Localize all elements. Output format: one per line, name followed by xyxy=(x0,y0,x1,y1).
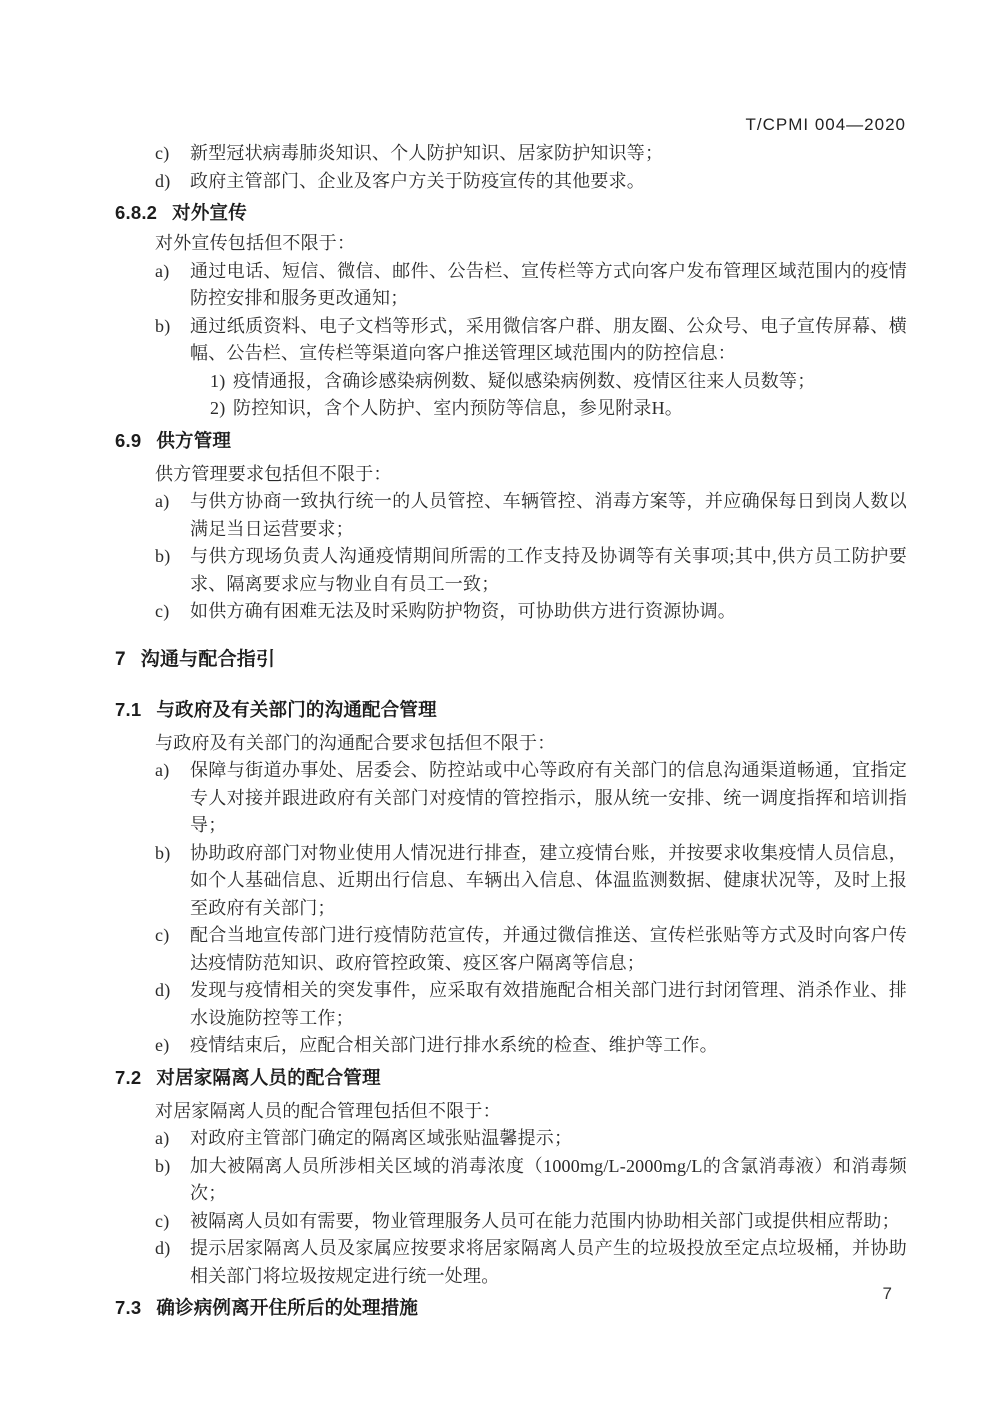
list-item-label: d) xyxy=(155,170,171,191)
list-item-label: b) xyxy=(155,842,171,863)
list-item-text: 与供方现场负责人沟通疫情期间所需的工作支持及协调等有关事项;其中,供方员工防护要求、隔离要求应与物业自有员工一致； xyxy=(190,546,907,594)
list-item xyxy=(115,1153,907,1208)
section-number: 6.9 xyxy=(115,429,142,451)
list-item xyxy=(115,598,907,626)
list-item-label: b) xyxy=(155,1155,171,1176)
list-item-label: b) xyxy=(155,546,171,566)
section-title: 供方管理 xyxy=(156,429,232,451)
list-item-label: d) xyxy=(155,1238,171,1258)
list-item xyxy=(115,1208,907,1236)
list-item xyxy=(115,840,907,923)
list-item-label: b) xyxy=(155,315,171,336)
list-item xyxy=(115,757,907,840)
list-item-text: 疫情结束后，应配合相关部门进行排水系统的检查、维护等工作。 xyxy=(190,1035,718,1055)
list-item-label: 1) xyxy=(210,370,226,391)
section-heading-72 xyxy=(115,1064,907,1092)
section-number: 7.1 xyxy=(115,698,142,720)
list-item-text: 加大被隔离人员所涉相关区域的消毒浓度（1000mg/L-2000mg/L的含氯消毒液）和消毒频次； xyxy=(190,1155,907,1203)
list-item-text: 发现与疫情相关的突发事件，应采取有效措施配合相关部门进行封闭管理、消杀作业、排水设施防控等工作； xyxy=(190,980,907,1028)
section-title: 与政府及有关部门的沟通配合管理 xyxy=(156,698,437,720)
list-item-text: 被隔离人员如有需要，物业管理服务人员可在能力范围内协助相关部门或提供相应帮助； xyxy=(190,1210,900,1231)
list-item xyxy=(115,258,907,313)
list-item xyxy=(115,1032,907,1060)
list-item-text: 疫情通报，含确诊感染病例数、疑似感染病例数、疫情区往来人员数等； xyxy=(233,370,816,391)
list-item-label: d) xyxy=(155,980,171,1000)
list-item-text: 政府主管部门、企业及客户方关于防疫宣传的其他要求。 xyxy=(190,170,645,191)
list-item-label: 2) xyxy=(210,398,226,418)
list-item-label: c) xyxy=(155,601,170,621)
list-item xyxy=(115,977,907,1032)
sub-list-item xyxy=(115,368,907,396)
list-item-text: 提示居家隔离人员及家属应按要求将居家隔离人员产生的垃圾投放至定点垃圾桶，并协助相关部门将垃圾按规定进行统一处理。 xyxy=(190,1238,907,1286)
chapter-title: 沟通与配合指引 xyxy=(140,648,276,670)
list-item xyxy=(115,543,907,598)
list-item-text: 配合当地宣传部门进行疫情防范宣传，并通过微信推送、宣传栏张贴等方式及时向客户传达疫情防范知识、政府管控政策、疫区客户隔离等信息； xyxy=(190,925,907,973)
section-heading-71 xyxy=(115,696,907,724)
list-item xyxy=(115,313,907,368)
document-body xyxy=(115,140,907,1328)
list-item-label: a) xyxy=(155,760,170,780)
list-item xyxy=(115,488,907,543)
chapter-number: 7 xyxy=(115,648,126,670)
list-item-text: 如供方确有困难无法及时采购防护物资，可协助供方进行资源协调。 xyxy=(190,601,736,621)
list-item xyxy=(115,922,907,977)
list-item-label: a) xyxy=(155,260,170,281)
list-item-text: 防控知识，含个人防护、室内预防等信息，参见附录H。 xyxy=(233,398,683,418)
section-heading-73 xyxy=(115,1294,907,1322)
list-item-text: 通过纸质资料、电子文档等形式，采用微信客户群、朋友圈、公众号、电子宣传屏幕、横幅、公告栏、宣传栏等渠道向客户推送管理区域范围内的防控信息： xyxy=(190,315,907,363)
section-intro: 与政府及有关部门的沟通配合要求包括但不限于： xyxy=(155,732,556,753)
section-title: 对居家隔离人员的配合管理 xyxy=(156,1066,381,1088)
list-item-label: c) xyxy=(155,925,170,945)
sub-list-item xyxy=(115,395,907,423)
list-item xyxy=(115,1125,907,1153)
page-number: 7 xyxy=(882,1284,892,1303)
list-item-label: a) xyxy=(155,1128,170,1148)
section-heading-69 xyxy=(115,427,907,455)
list-item xyxy=(115,1235,907,1290)
chapter-heading-7 xyxy=(115,646,907,674)
section-number: 6.8.2 xyxy=(115,202,158,223)
section-title: 确诊病例离开住所后的处理措施 xyxy=(156,1297,419,1318)
section-number: 7.2 xyxy=(115,1066,142,1088)
doc-number-header: T/CPMI 004—2020 xyxy=(745,115,906,134)
section-title: 对外宣传 xyxy=(172,202,247,223)
list-item-text: 与供方协商一致执行统一的人员管控、车辆管控、消毒方案等，并应确保每日到岗人数以满足当日运营要求； xyxy=(190,491,907,539)
section-heading-682 xyxy=(115,199,907,227)
list-item-label: a) xyxy=(155,491,170,511)
list-item-label: c) xyxy=(155,1210,170,1231)
list-item-text: 新型冠状病毒肺炎知识、个人防护知识、居家防护知识等； xyxy=(190,143,664,163)
section-number: 7.3 xyxy=(115,1297,142,1318)
list-item-text: 对政府主管部门确定的隔离区域张贴温馨提示； xyxy=(190,1128,573,1148)
section-intro: 对居家隔离人员的配合管理包括但不限于： xyxy=(155,1100,501,1121)
list-item xyxy=(115,140,907,168)
list-item xyxy=(115,168,907,196)
list-item-text: 通过电话、短信、微信、邮件、公告栏、宣传栏等方式向客户发布管理区域范围内的疫情防控安排和服务更改通知； xyxy=(190,260,907,308)
list-item-label: e) xyxy=(155,1035,170,1055)
list-item-text: 协助政府部门对物业使用人情况进行排查，建立疫情台账，并按要求收集疫情人员信息，如个人基础信息、近期出行信息、车辆出入信息、体温监测数据、健康状况等，及时上报至政府有关部门； xyxy=(190,842,907,918)
section-intro: 对外宣传包括但不限于： xyxy=(155,233,356,253)
list-item-text: 保障与街道办事处、居委会、防控站或中心等政府有关部门的信息沟通渠道畅通，宜指定专人对接并跟进政府有关部门对疫情的管控指示，服从统一安排、统一调度指挥和培训指导； xyxy=(190,760,907,835)
section-intro: 供方管理要求包括但不限于： xyxy=(155,463,392,484)
list-item-label: c) xyxy=(155,143,170,163)
